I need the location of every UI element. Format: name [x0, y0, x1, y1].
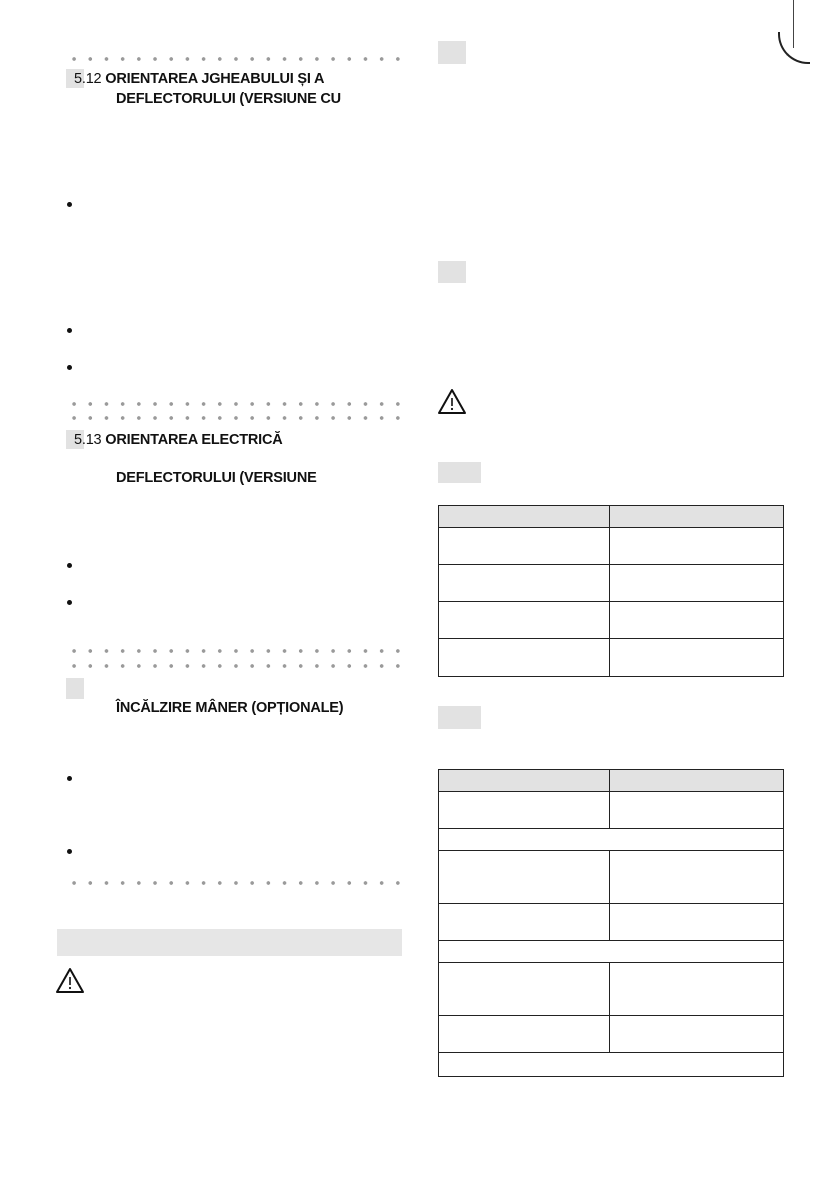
- table-group-row: [439, 1053, 784, 1077]
- warning-triangle-icon: [55, 967, 85, 994]
- table-cell: [439, 963, 610, 1016]
- spec-table-1: [438, 505, 784, 677]
- table-cell: [439, 904, 610, 941]
- section-5-14-heading-line2: ÎNCĂLZIRE MÂNER (OPȚIONALE): [116, 700, 344, 716]
- table-cell: [439, 1016, 610, 1053]
- chapter-header-bar: [57, 929, 402, 956]
- bullet: [67, 202, 72, 207]
- section-title: ORIENTAREA ELECTRICĂ: [105, 432, 283, 448]
- table-cell: [610, 792, 784, 829]
- table-header-cell: [439, 770, 610, 792]
- label-tab: [438, 462, 481, 483]
- bullet: [67, 776, 72, 781]
- section-divider: [66, 57, 402, 61]
- warning-triangle-icon: [437, 388, 467, 415]
- bullet: [67, 365, 72, 370]
- table-header-cell: [610, 770, 784, 792]
- section-title: ORIENTAREA JGHEABULUI ȘI A: [105, 71, 325, 87]
- bullet: [67, 849, 72, 854]
- table-cell: [439, 792, 610, 829]
- table-header-cell: [610, 506, 784, 528]
- section-divider: [66, 664, 402, 668]
- section-divider: [66, 881, 402, 885]
- section-5-12-heading-line2: DEFLECTORULUI (VERSIUNE CU: [116, 91, 341, 107]
- table-cell: [439, 528, 610, 565]
- table-cell: [610, 963, 784, 1016]
- table-cell: [610, 1016, 784, 1053]
- spec-table-2: [438, 769, 784, 1077]
- table-cell: [439, 639, 610, 677]
- table-header-cell: [439, 506, 610, 528]
- section-tab: [66, 678, 84, 699]
- table-cell: [610, 565, 784, 602]
- label-tab: [438, 706, 481, 729]
- label-tab: [438, 261, 466, 283]
- table-cell: [439, 565, 610, 602]
- table-cell: [439, 602, 610, 639]
- table-cell: [610, 639, 784, 677]
- section-5-13-heading-line1: [74, 431, 283, 449]
- section-number: 5.12: [74, 71, 102, 87]
- section-divider: [66, 649, 402, 653]
- bullet: [67, 328, 72, 333]
- table-cell: [610, 602, 784, 639]
- bullet: [67, 600, 72, 605]
- section-number: 5.13: [74, 432, 102, 448]
- table-group-row: [439, 941, 784, 963]
- section-divider: [66, 402, 402, 406]
- table-cell: [610, 904, 784, 941]
- section-5-13-heading-line2: DEFLECTORULUI (VERSIUNE: [116, 470, 317, 486]
- bookmark-corner-icon: [793, 0, 794, 48]
- section-5-12-heading-line1: [74, 70, 324, 88]
- section-divider: [66, 416, 402, 420]
- table-group-row: [439, 829, 784, 851]
- bullet: [67, 563, 72, 568]
- table-cell: [610, 528, 784, 565]
- label-tab: [438, 41, 466, 64]
- table-cell: [610, 851, 784, 904]
- table-cell: [439, 851, 610, 904]
